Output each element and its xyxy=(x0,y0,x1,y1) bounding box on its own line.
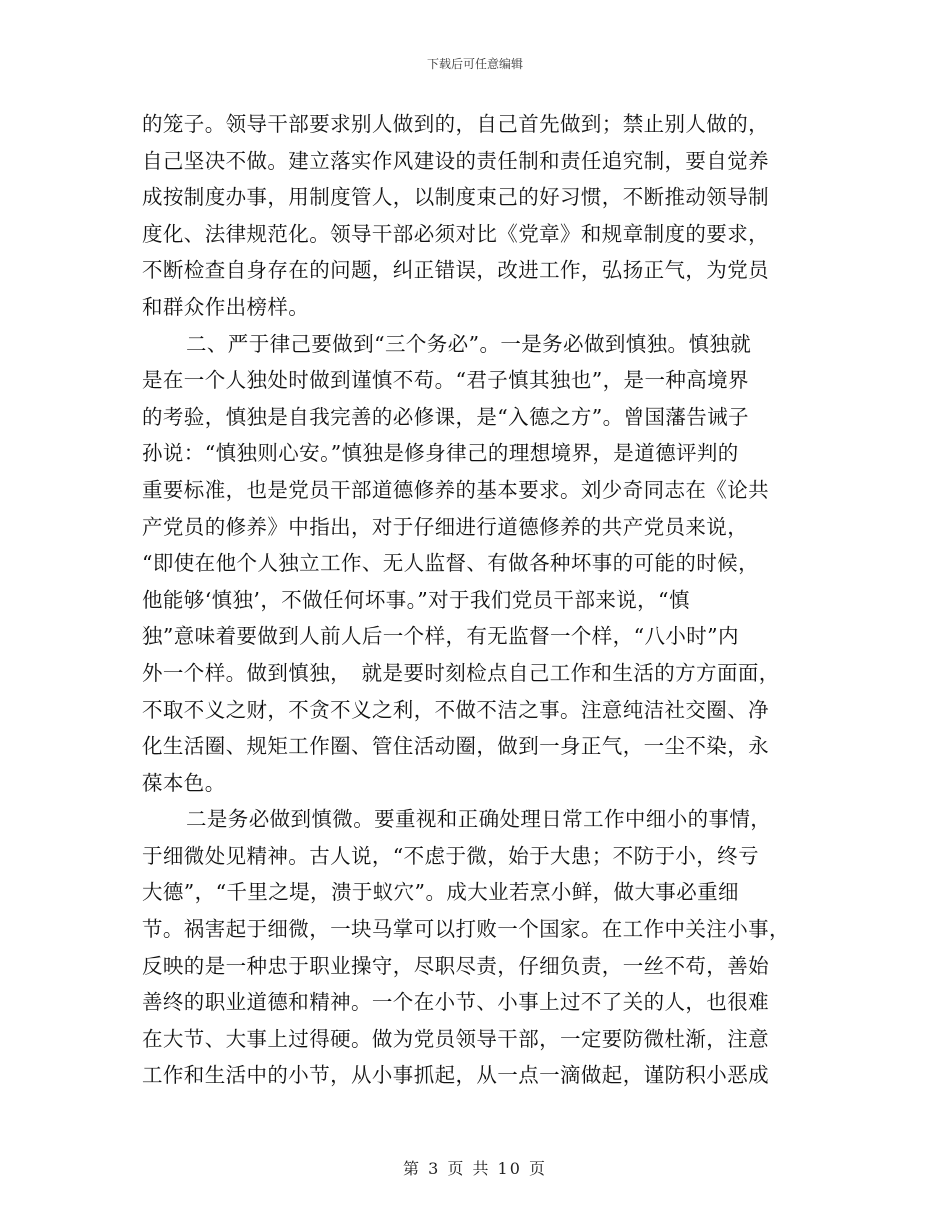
text-line: 是在一个人独处时做到谨慎不苟。“君子慎其独也”，是一种高境界 xyxy=(142,368,749,393)
paragraph-start-line: 二是务必做到慎微。要重视和正确处理日常工作中细小的事情， xyxy=(186,807,772,832)
text-line: 重要标准，也是党员干部道德修养的基本要求。刘少奇同志在《论共 xyxy=(142,477,769,502)
text-line: 反映的是一种忠于职业操守，尽职尽责，仔细负责，一丝不苟，善始 xyxy=(142,953,769,978)
text-line: 大德”，“千里之堤，溃于蚁穴”。成大业若烹小鲜，做大事必重细 xyxy=(142,880,739,905)
text-line: 在大节、大事上过得硬。做为党员领导干部，一定要防微杜渐，注意 xyxy=(142,1026,769,1051)
page-number-footer: 第 3 页 共 10 页 xyxy=(403,1159,547,1178)
text-line: 成按制度办事，用制度管人，以制度束己的好习惯，不断推动领导制 xyxy=(142,185,769,210)
paragraph-start-line: 二、严于律己要做到“三个务必”。一是务必做到慎独。慎独就 xyxy=(186,331,752,356)
text-line: 于细微处见精神。古人说，“不虑于微，始于大患；不防于小，终亏 xyxy=(142,843,759,868)
text-line: 葆本色。 xyxy=(142,770,226,795)
text-line: 的笼子。领导干部要求别人做到的，自己首先做到；禁止别人做的， xyxy=(142,112,769,136)
text-line: 化生活圈、规矩工作圈、管住活动圈，做到一身正气，一尘不染，永 xyxy=(142,734,769,759)
text-line: 度化、法律规范化。领导干部必须对比《党章》和规章制度的要求， xyxy=(142,221,769,246)
text-line: 外一个样。做到慎独， 就是要时刻检点自己工作和生活的方方面面， xyxy=(142,660,780,685)
document-body xyxy=(142,106,804,1094)
text-line: 孙说：“慎独则心安。”慎独是修身律己的理想境界，是道德评判的 xyxy=(142,441,739,466)
text-line: 不取不义之财，不贪不义之利，不做不洁之事。注意纯洁社交圈、净 xyxy=(142,697,769,722)
text-line: 的考验，慎独是自我完善的必修课，是“入德之方”。曾国藩告诫子 xyxy=(142,404,749,429)
page-header-note: 下载后可任意编辑 xyxy=(426,57,523,71)
text-line: 他能够‘慎独’，不做任何坏事。”对于我们党员干部来说，“慎 xyxy=(142,587,690,612)
text-line: 节。祸害起于细微，一块马掌可以打败一个国家。在工作中关注小事， xyxy=(142,917,790,942)
text-line: “即使在他个人独立工作、无人监督、有做各种坏事的可能的时候， xyxy=(142,551,759,576)
text-line: 独”意味着要做到人前人后一个样，有无监督一个样，“八小时”内 xyxy=(142,624,739,649)
text-line: 自己坚决不做。建立落实作风建设的责任制和责任追究制，要自觉养 xyxy=(142,148,769,173)
text-line: 和群众作出榜样。 xyxy=(142,294,310,319)
text-line: 不断检查自身存在的问题，纠正错误，改进工作，弘扬正气，为党员 xyxy=(142,258,769,283)
text-line: 产党员的修养》中指出，对于仔细进行道德修养的共产党员来说， xyxy=(142,514,749,539)
text-line: 善终的职业道德和精神。一个在小节、小事上过不了关的人，也很难 xyxy=(142,990,769,1015)
text-line: 工作和生活中的小节，从小事抓起，从一点一滴做起，谨防积小恶成 xyxy=(142,1063,769,1088)
